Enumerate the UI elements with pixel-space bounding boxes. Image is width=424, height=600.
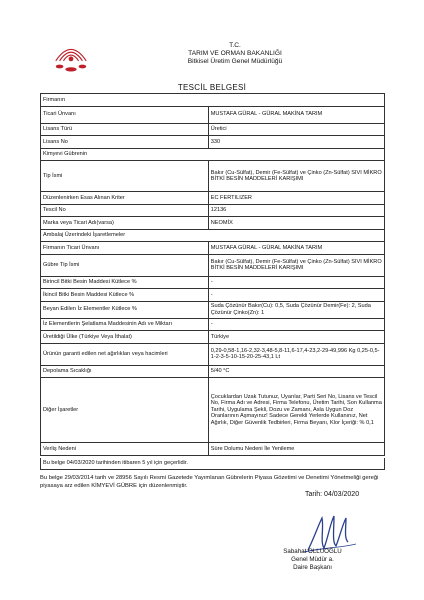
registration-table bbox=[40, 93, 385, 456]
signer-block bbox=[250, 548, 375, 573]
table-row bbox=[41, 148, 385, 161]
table-row bbox=[41, 204, 385, 217]
section-heading: Ambalaj Üzerindeki İşaretlemeler bbox=[41, 229, 385, 242]
header-line-3: Bitkisel Üretim Genel Müdürlüğü bbox=[187, 58, 283, 66]
row-label: Düzenlenirken Esas Alınan Kriter bbox=[41, 192, 209, 205]
row-value: - bbox=[208, 318, 384, 331]
row-value: 330 bbox=[208, 136, 384, 149]
table-row bbox=[41, 136, 385, 149]
issue-date: Tarih: 04/03/2020 bbox=[305, 491, 360, 498]
table-row bbox=[41, 378, 385, 443]
ministry-logo-icon bbox=[52, 38, 90, 76]
row-value: MUSTAFA GÜRAL - GÜRAL MAKİNA TARIM bbox=[208, 106, 384, 123]
row-label: Gübre Tip İsmi bbox=[41, 254, 209, 276]
row-value: Bakır (Cu-Sülfat), Demir (Fe-Sülfat) ve Çinko (Zn-Sülfat) SIVI MİKRO BİTKİ BESİN MADDELERİ KARIŞIMI bbox=[208, 161, 384, 192]
row-label: Diğer İşaretler bbox=[41, 378, 209, 443]
table-row bbox=[41, 331, 385, 344]
table-row bbox=[41, 192, 385, 205]
row-value: 12136 bbox=[208, 204, 384, 217]
table-row bbox=[41, 289, 385, 302]
signer-name: Sabahat OLLUOĞLU bbox=[283, 548, 342, 555]
row-label: Tescil No bbox=[41, 204, 209, 217]
row-value: - bbox=[208, 276, 384, 289]
document-title: TESCİL BELGESİ bbox=[177, 83, 247, 92]
table-row bbox=[41, 106, 385, 123]
table-row bbox=[41, 161, 385, 192]
table-row bbox=[41, 343, 385, 365]
signer-title-1: Genel Müdür a. bbox=[291, 556, 334, 564]
table-row bbox=[41, 301, 385, 318]
row-label: Lisans No bbox=[41, 136, 209, 149]
row-value: Üretici bbox=[208, 123, 384, 136]
row-value: NEOMİX bbox=[208, 217, 384, 230]
signer-title-2: Daire Başkanı bbox=[293, 564, 332, 572]
row-label: Üretildiği Ülke (Türkiye Veya İthalat) bbox=[41, 331, 209, 344]
table-row bbox=[41, 365, 385, 378]
table-row bbox=[41, 318, 385, 331]
header-line-2: TARIM VE ORMAN BAKANLIĞI bbox=[188, 50, 282, 58]
row-value: Çocuklardan Uzak Tutunuz, Uyarılar, Parti Seri No, Lisans ve Tescil No, Firma Adı ve Adresi, Firma Telefonu, Üretim Tarihi, Son Kullanma Tarihi, Uygulama Şekli, Dozu ve Zamanı, Asla Uygun Doz Oranlarının Aşmayınız! Sadece Gerekli Yerlerde Kullanınız, Net Ağırlık, Diğer Güvenlik Tedbirleri, Firma Beyanı, Klor İçeriği: % 0,1 bbox=[208, 378, 384, 443]
row-value: EC FERTILIZER bbox=[208, 192, 384, 205]
row-label: Ürünün garanti edilen net ağırlıkları veya hacimleri bbox=[41, 343, 209, 365]
table-row bbox=[41, 217, 385, 230]
row-value: Türkiye bbox=[208, 331, 384, 344]
regulation-note: Bu belge 29/03/2014 tarih ve 28956 Sayılı Resmi Gazetede Yayımlanan Gübrelerin Piyasa Gözetimi ve Denetimi Yönetmeliği gereği piyasaya arz edilen KİMYEVİ GÜBRE için düzenlenmiştir. bbox=[40, 475, 379, 489]
row-label: İz Elementlerin Şelatlama Maddesinin Adı ve Miktarı bbox=[41, 318, 209, 331]
table-row bbox=[41, 443, 385, 456]
row-label: Marka veya Ticari Adı(varsa) bbox=[41, 217, 209, 230]
section-heading: Firmanın bbox=[41, 94, 385, 107]
row-value: Bakır (Cu-Sülfat), Demir (Fe-Sülfat) ve Çinko (Zn-Sülfat) SIVI MİKRO BİTKİ BESİN MADDELERİ KARIŞIMI bbox=[208, 254, 384, 276]
row-label: Ticari Ünvanı bbox=[41, 106, 209, 123]
header-line-1: T.C. bbox=[229, 42, 241, 49]
row-value: Süre Dolumu Nedeni İle Yenileme bbox=[208, 443, 384, 456]
validity-statement: Bu belge 04/03/2020 tarihinden itibaren 5 yıl için geçerlidir. bbox=[40, 458, 385, 470]
row-value: 0,29-0,58-1,16-2,32-3,48-5,8-11,6-17,4-23,2-29-49,996 Kg 0,25-0,5-1-2-3-5-10-15-20-25-43,1 Lt bbox=[208, 343, 384, 365]
row-value: 5/40 °C bbox=[208, 365, 384, 378]
row-label: İkincil Bitki Besin Maddesi Kütlece % bbox=[41, 289, 209, 302]
table-row bbox=[41, 94, 385, 107]
row-label: Birincil Bitki Besin Maddesi Kütlece % bbox=[41, 276, 209, 289]
table-row bbox=[41, 123, 385, 136]
table-row bbox=[41, 242, 385, 255]
table-row bbox=[41, 229, 385, 242]
row-label: Firmanın Ticari Ünvanı bbox=[41, 242, 209, 255]
row-value: Suda Çözünür Bakır(Cu): 0,5, Suda Çözünür Demir(Fe): 2, Suda Çözünür Çinko(Zn): 1 bbox=[208, 301, 384, 318]
section-heading: Kimyevi Gübrenin bbox=[41, 148, 385, 161]
row-value: MUSTAFA GÜRAL - GÜRAL MAKİNA TARIM bbox=[208, 242, 384, 255]
document-header bbox=[110, 42, 360, 67]
row-label: Depolama Sıcaklığı bbox=[41, 365, 209, 378]
row-label: Lisans Türü bbox=[41, 123, 209, 136]
table-row bbox=[41, 254, 385, 276]
row-label: Beyan Edilen İz Elementler Kütlece % bbox=[41, 301, 209, 318]
row-label: Verliş Nedeni bbox=[41, 443, 209, 456]
row-label: Tip İsmi bbox=[41, 161, 209, 192]
table-row bbox=[41, 276, 385, 289]
row-value: - bbox=[208, 289, 384, 302]
